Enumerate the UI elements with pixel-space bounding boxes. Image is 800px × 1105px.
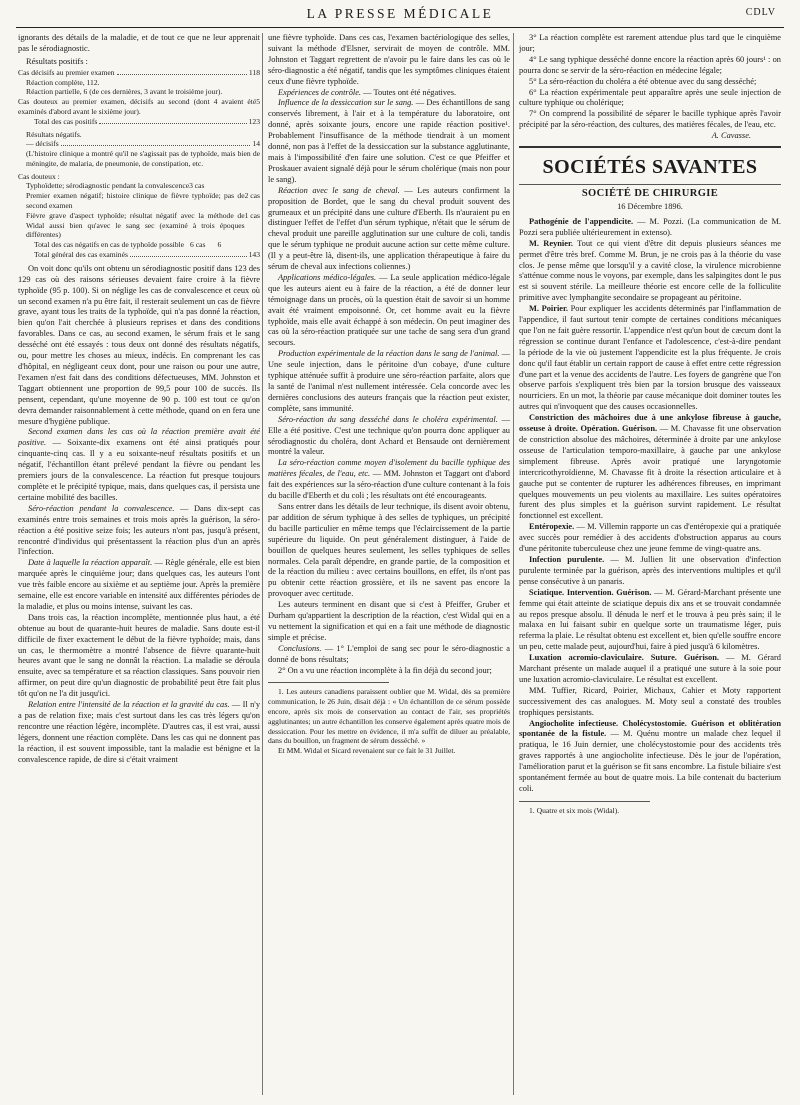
paragraph: Sans entrer dans les détails de leur technique, ils disent avoir obtenu, par addition de sérum typhique à des selles de typhiques, un précipité du bacille particulier en même temps que l'éclaircissement de la partie supérieure du liquide. On peut généralement distinguer, à l'aide de bouillon de quelques heures seulement, les selles typhiques de selles normales. Cela paraît dépendre, en grande partie, de la composition et de la réaction du milieu : avec certains bouillons, en effet, ils n'ont pas pu obtenir cette réaction grossière, et ils ne savent pas encore la provoquer avec certitude. — [268, 501, 510, 599]
column-1 — [18, 33, 260, 1093]
column-divider — [262, 33, 263, 1095]
author-signature: A. Cavasse. — [711, 131, 751, 141]
footnote: 1. Les auteurs canadiens paraissent oublier que M. Widal, dès sa première communication, le 26 Juin, disait déjà : « Un échantillon de ce sérum possède encore, après six mois de conservation au contact de l'air, ses propriétés agglutinantes; un autre échantillon les conserve également après quatre mois de dessiccation. Pour les mettre en évidence, il m'a suffit de diluer au préalable, dans du bouillon, un fragment de sérum desséché. » — [268, 687, 510, 746]
paragraph: Influence de la dessiccation sur le sang. — Des échantillons de sang conservés librement, à l'air et à la température du laboratoire, ont donné, après soixante jours, encore une rapide réaction positive¹. Probablement l'insuffisance de la méthode tiendrait à un moment donné, non pas à l'effet de la dessiccation sur la substance agglutinante, mais à l'impossibilité d'en faire une solution. C'est ce que Pfeiffer et Proskauer avaient signalé déjà pour le sérum cholérique (mais non pour le sang). — [268, 98, 510, 184]
paragraph: Dans trois cas, la réaction incomplète, mentionnée plus haut, a été obtenue au bout de quarante-huit heures de maladie. Sans doute est-il difficile de fixer exactement le début de la fièvre typhoïde; mais, dans un cas, le thermomètre a montré l'absence de fièvre quarante-huit heures avant que le sang ne donnât la réaction. La maladie se déroula ensuite, avec sa température et sa réaction classiques. Sans pouvoir rien affirmer, on peut dire qu'un diagnostic de probabilité peut être fait plus tôt qu'on ne l'a dit jusqu'ici. — [18, 612, 260, 699]
page-number: CDLV — [745, 7, 776, 18]
paragraph: Les auteurs terminent en disant que si c'est à Pfeiffer, Gruber et Durham qu'appartient la description de la réaction, c'est Widal qui en a vu nettement la signification et qui en a fait une méthode de diagnostic simple et précise. — [268, 600, 510, 642]
report-item: Constriction des mâchoires due à une ankylose fibreuse à gauche, osseuse à droite. Opération. Guérison. — M. Chavasse fit une observation de constriction absolue des mâchoires, déterminée à droite par une ankylose osseuse de l'articulation temporo-maxillaire, à gauche par une ankylose simplement fibreuse. Après avoir pratiqué une laryngotomie intercricothyroïdienne, M. Chavasse fit à droite la résection articulaire et à gauche put se contenter de rupturer les adhérences fibreuses, en imprimant quelques mouvements un peu violents au maxillaire. Les suites opératoires furent des plus simples et la guérison survint rapidement. Le résultat fonctionnel est excellent. — [519, 413, 781, 521]
paragraph: Relation entre l'intensité de la réaction et la gravité du cas. — Il n'y a pas de relation fixe; mais c'est surtout dans les cas très légers qu'on rencontre une réaction légère, incomplète. D'autres cas, il est vrai, aussi légers, donnent une réaction complète. Dans les cas qui ne donnent pas la réaction, il est souvent impossible, tant la maladie est bénigne et la convalescence rapide, de dire si c'était vraiment — [18, 700, 260, 764]
column-2 — [268, 33, 510, 1093]
paragraph: Réaction avec le sang de cheval. — Les auteurs confirment la proposition de Bordet, que le sang du cheval produit souvent des grumeaux et un précipité dans une culture d'Eberth. Ils n'auraient pu en distinguer l'effet de l'effet d'un sérum typhique, n'était que le sérum de cheval produit une pareille agglutination sur une culture de coli, tandis que le sérum typhique ne produit aucune action sur cette même culture. (Il y a peut-être là, disent-ils, une application thérapeutique à faire du sérum de cheval aux infections coliennes.) — [268, 185, 510, 272]
paragraph: 2° On a vu une réaction incomplète à la fin déjà du second jour; — [278, 665, 492, 675]
doubtful-heading: Cas douteux : — [18, 171, 60, 181]
results-line: Réaction partielle, 6 (de ces dernières, 3 avant le troisième jour). — [26, 87, 223, 97]
results-line: Réaction complète, 112. — [26, 77, 100, 87]
conclusion-item: 5° La séro-réaction du choléra a été obtenue avec du sang desséché; — [529, 76, 757, 86]
report-item: Luxation acromio-claviculaire. Suture. Guérison. — M. Gérard Marchant présente un malade auquel il a pratiqué une suture à la soie pour une luxation acromio-claviculaire. Le résultat est excellent. — [519, 653, 781, 684]
footnote: Et MM. Widal et Sicard revenaient sur ce fait le 31 Juillet. — [278, 746, 456, 756]
report-item: Infection purulente. — M. Jullien lit une observation d'infection purulente terminée par la guérison, après des interventions multiples et qu'il pense consécutive à un panaris. — [519, 554, 781, 586]
footnote-rule — [519, 801, 650, 802]
paragraph: Expériences de contrôle. — Toutes ont été négatives. — [278, 87, 457, 97]
results-row: Cas décisifs au premier examen 118 — [18, 67, 260, 77]
conclusion-item: 4° Le sang typhique desséché donne encore la réaction après 60 jours¹ : on pourra donc se servir de la séro-réaction en médecine légale; — [519, 54, 781, 75]
conclusion-item: 3° La réaction complète est rarement attendue plus tard que le cinquième jour; — [519, 33, 781, 53]
report-item: Sciatique. Intervention. Guérison. — M. Gérard-Marchant présente une femme qui était atteinte de sciatique depuis dix ans et se trouvait condamnée au repos presque absolu. Il dénuda le nerf et le trouva à peu près sain; il le malaxa en lui faisant subir en quelque sorte un traumatisme léger, puis referma la plaie. Le résultat obtenu est excellent et, bien qu'elle souffre encore un peu, cette malade peut, aujourd'hui, faire à pied jusqu'à 6 kilomètres. — [519, 587, 781, 652]
report-item: Angiocholite infectieuse. Cholécystostomie. Guérison et oblitération spontanée de la fistule. — M. Quénu montre un malade chez lequel il pratiqua, le 16 Juin dernier, une cholécystostomie pour des accidents très graves rapportés à une angiocholite infectieuse. Dès le jour de l'opération, l'amélioration parut et la guérison se fit sans encombre. La fistule biliaire s'est spontanément fermée au bout de quatre mois. La bile contenait du bacterium coli. — [519, 718, 781, 793]
neg-heading: Résultats négatifs. — [26, 129, 82, 139]
page-header — [16, 6, 784, 24]
results-total-row: Total des cas positifs 123 — [34, 116, 260, 126]
paragraph: Applications médico-légales. — La seule application médico-légale que les auteurs aient eu à faire de la réaction, a été de donner leur témoignage dans un procès, où la question était de savoir si un homme avait été vraiment empoisonné. Or, cet homme avait eu la fièvre typhoïde, mais elle avait échappé à son médecin. On peut imaginer des cas où la séro-réaction pratiquée sur une tache de sang sera d'un grand secours. — [268, 272, 510, 348]
header-rule — [16, 27, 784, 28]
results-row: — décisifs 14 — [26, 139, 260, 149]
results-row: Typhoïdette; sérodiagnostic pendant la convalescence 3 cas — [26, 181, 205, 191]
report-item: M. Reynier. Tout ce qui vient d'être dit depuis plusieurs séances me permet d'être très bref. Comme M. Brun, je ne crois pas à la théorie du vase clos. Je pense même que lorsqu'il y a cavité close, la virulence microbienne s'atténue comme nous le voyons, par exemple, dans les salpingites dont le pus est si souvent stérile. La meilleure théorie est encore celle de la folliculite primitive avec lymphangite secondaire se propageant au péritoine. — [519, 238, 781, 303]
report-item: Entéropexie. — M. Villemin rapporte un cas d'entéropexie qui a pratiquée avec succès pour remédier à des accidents d'obstruction apparus au cours d'une péritonite tuberculeuse chez une jeune femme de vingt-quatre ans. — [519, 522, 781, 554]
paragraph: On voit donc qu'ils ont obtenu un sérodiagnostic positif dans 123 des 129 cas où des raisons sérieuses devaient faire croire à la fièvre typhoïde (95 p. 100). Si on néglige les cas de convalescence et ceux où un second examen n'a pu être fait, il resterait seulement un cas de fièvre grave, ayant tous les traits de la typhoïde, qui n'a pas donné la réaction, bien qu'on l'ait cherchée à plusieurs reprises et dans des conditions favorables. Dans ce cas, au second examen, le sérum frais et le sang desséché ont été essayés : tous deux ont donné des résultats négatifs, ou, pour mettre les choses au mieux, indécis. En comprenant les cas d'hôpital, en négligeant ceux dont, pour une raison ou pour une autre, l'examen n'est fait dans des conditions défectueuses, MM. Johnston et Taggart obtiennent une proportion de 99,5 pour 100 de succès. Ils pensent, cependant, qu'une moyenne de 90 p. 100 est tout ce qu'on devra demander raisonnablement à cette méthode, quand on en fera une mesure d'hygiène publique. — [18, 263, 260, 426]
paragraph: Conclusions. — 1° L'emploi de sang sec pour le séro-diagnostic a donné de bons résultats; — [268, 643, 510, 664]
paragraph: Production expérimentale de la réaction dans le sang de l'animal. — Une seule injection, dans le péritoine d'un cobaye, d'une culture typhique atténuée suffit à produire une séro-réaction parfaite, alors que la santé de l'animal n'est nullement intéressée. Cela concorde avec les dernières conclusions des auteurs français que la réaction peut exister, complète, sans immunité. — [268, 349, 510, 413]
results-row: Fièvre grave d'aspect typhoïde; résultat négatif avec la méthode de Widal aussi bien qu'avec le sang sec (examiné à trois époques différentes) 1 cas — [26, 210, 260, 240]
column-divider — [513, 33, 514, 1095]
paragraph: Second examen dans les cas où la réaction première avait été positive. — Soixante-dix examens ont été ainsi pratiqués pour cinquante-cinq cas. Il y a eu soixante-neuf résultats positifs et un négatif, l'échantillon étant prélevé pendant la fièvre ou pendant les premiers jours de la convalescence. La réaction fut presque toujours complète et le précipité typique, mais, dans quelques cas, il persista une certaine mobilité des bacilles. — [18, 427, 260, 502]
paragraph: Date à laquelle la réaction apparaît. — Règle générale, elle est bien marquée après le cinquième jour; dans quelques cas, les auteurs l'ont vue très faible encore au sixième et au septième jour. Après la première semaine, elle est encore variable en intensité aux différentes périodes de la maladie, et plus ou moins intense, suivant les cas. — [18, 558, 260, 611]
results-line: (L'histoire clinique a montré qu'il ne s'agissait pas de typhoïde, mais bien de méningite, de malaria, de pneumonie, de constipation, etc. — [26, 149, 260, 168]
paragraph: La séro-réaction comme moyen d'isolement du bacille typhique des matières fécales, de l'eau, etc. — MM. Johnston et Taggart ont d'abord fait des expériences sur la séro-réaction d'une culture contenant à la fois du bacille d'Eberth et du coli ; les résultats ont été encourageants. — [268, 458, 510, 501]
report-item: Pathogénie de l'appendicite. — M. Pozzi. (La communication de M. Pozzi sera publiée ultérieurement in extenso). — [519, 216, 781, 237]
society-heading: SOCIÉTÉ DE CHIRURGIE — [581, 188, 719, 200]
journal-title: LA PRESSE MÉDICALE — [306, 6, 494, 21]
results-row: Premier examen négatif; histoire clinique de fièvre typhoïde; pas de second examen 2 cas — [26, 191, 260, 211]
paragraph: une fièvre typhoïde. Dans ces cas, l'examen bactériologique des selles, suivant la méthode d'Elsner, servirait de moyen de contrôle. MM. Johnston et Taggart regrettent de n'avoir pu le faire dans les cas où le séro-diagnostic a été négatif, tandis que les symptômes cliniques étaient ceux d'une fièvre typhoïde. — [268, 33, 510, 86]
report-item: M. Poirier. Pour expliquer les accidents déterminés par l'inflammation de l'appendice, il faut surtout tenir compte de certaines conditions mécaniques que l'on ne fait guère ressortir. L'appendice n'est qu'un bout de cæcum dont la régression se continue durant l'enfance et l'adolescence, c'est-à-dire pendant la période de la vie où justement l'appendicite est la plus fréquente. Je crois donc qu'il faut établir un certain rapport de cause à effet entre cette régression d'une part et la venue des accidents de l'autre. Les foyers de gangrène que l'on observe parfois s'expliquent très bien par la torsion brusque des vaisseaux nourriciers. En un mot, la théorie par cause mécanique doit dominer toutes les autres qui n'invoquent que des causes occasionnelles. — [519, 304, 781, 412]
section-banner: SOCIÉTÉS SAVANTES — [542, 156, 758, 179]
section-rule — [519, 184, 781, 185]
section-rule — [519, 146, 781, 148]
paragraph: Séro-réaction du sang desséché dans le choléra expérimental. — Elle a été positive. C'est une technique qu'on pourra donc appliquer au sérodiagnostic du choléra, dont Achard et Bensaude ont dernièrement montré la valeur. — [268, 414, 510, 457]
column-3 — [519, 33, 781, 1093]
footnote: 1. Quatre et six mois (Widal). — [529, 805, 620, 815]
results-total-row: Total des cas négatifs en cas de typhoïde possible 6 cas 6 — [34, 240, 222, 250]
footnote-rule — [268, 682, 389, 683]
report-item: MM. Tuffier, Ricard, Poirier, Michaux, Cahier et Moty rapportent successivement des cas analogues. M. Moty seul a constaté des troubles trophiques persistants. — [519, 685, 781, 717]
results-row: Cas douteux au premier examen, décisifs au second (dont 4 avaient été examinés d'abord avant le sixième jour). 5 — [18, 97, 260, 116]
conclusion-item: 6° La réaction expérimentale peut apparaître après une seule injection de culture typhique ou cholérique; — [519, 87, 781, 108]
results-total-row: Total général des cas examinés 143 — [34, 250, 260, 260]
results-heading: Résultats positifs : — [26, 56, 88, 66]
meeting-date: 16 Décembre 1896. — [617, 201, 683, 211]
paragraph: Séro-réaction pendant la convalescence. — Dans dix-sept cas examinés entre trois semaines et trois mois après la guérison, la séro-réaction a été positive seize fois; les auteurs n'ont pas, jusqu'à présent, rencontré d'individus qui présentassent la réaction plus d'un an après l'infection. — [18, 503, 260, 557]
conclusion-item: 7° On comprend la possibilité de séparer le bacille typhique après l'avoir précipité par la séro-réaction, des cultures, des matières fécales, de l'eau, etc. — [519, 109, 781, 130]
paragraph: ignorants des détails de la maladie, et de tout ce que ne leur apprenait pas le sérodiagnostic. — [18, 33, 260, 53]
